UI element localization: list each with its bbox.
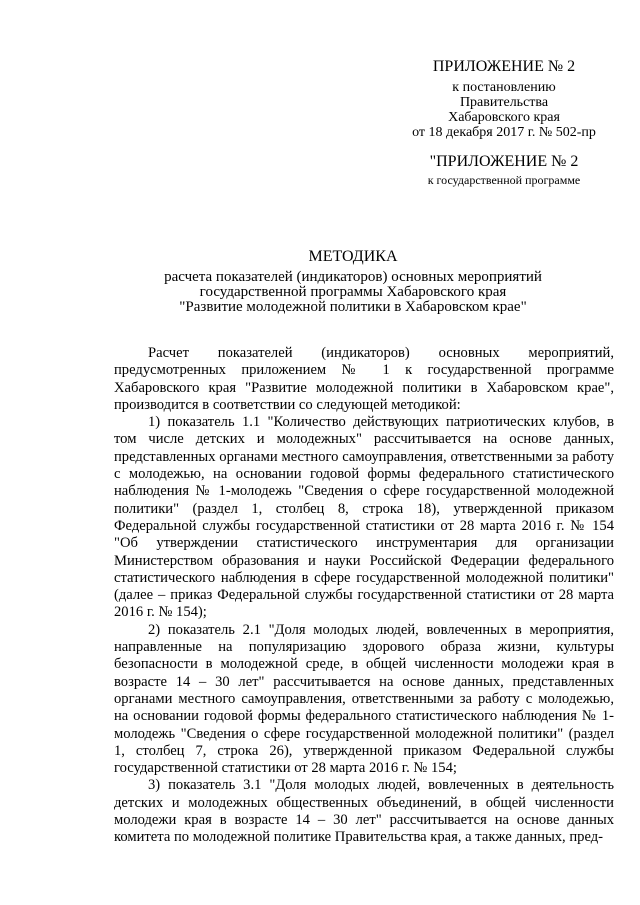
document-subtitle-line-2: государственной программы Хабаровского края (199, 284, 507, 300)
annex-line-region: Хабаровского края (448, 110, 560, 125)
annex-line-government: Правительства (459, 95, 549, 110)
paragraph-intro: Расчет показателей (индикаторов) основных мероприятий, предусмотренных приложением № 1 к государственной программе Хабаровского края "Развитие молодежной политики в Хабаровском крае", производится в соответствии со следующей методикой: (114, 345, 614, 413)
paragraph-indicator-2-1: 2) показатель 2.1 "Доля молодых людей, вовлеченных в мероприятия, направленные на популяризацию здорового образа жизни, культуры безопасности в молодежной среде, в общей численности молодежи края в возрасте 14 – 30 лет" рассчитывается на основе данных, представленных органами местного самоуправления, ответственными за работу с молодежью, на основании годовой формы федерального статистического наблюдения № 1-молодежь "Сведения о сфере государственной молодежной политики" (раздел 1, столбец 7, строка 26), утвержденной приказом Федеральной службы государственной статистики от 28 марта 2016 г. № 154; (114, 621, 614, 777)
annex-subtitle-program: к государственной программе (427, 173, 581, 187)
annex-title: ПРИЛОЖЕНИЕ № 2 (432, 58, 576, 75)
document-body (114, 345, 614, 847)
document-subtitle-line-1: расчета показателей (индикаторов) основных мероприятий (164, 269, 542, 285)
annex-line-decree: к постановлению (452, 80, 556, 95)
paragraph-indicator-1-1: 1) показатель 1.1 "Количество действующих патриотических клубов, в том числе детских и молодежных" рассчитывается на основе данных, представленных органами местного самоуправления, ответственными за работу с молодежью, на основании годовой формы федерального статистического наблюдения № 1-молодежь "Сведения о сфере государственной молодежной политики" (раздел 1, столбец 8, строка 18), утвержденной приказом Федеральной службы государственной статистики от 28 марта 2016 г. № 154 "Об утверждении статистического инструментария для организации Министерством образования и науки Российской Федерации федерального статистического наблюдения в сфере государственной молодежной политики" (далее – приказ Федеральной службы государственной статистики от 28 марта 2016 г. № 154); (114, 414, 614, 621)
annex-line-date-number: от 18 декабря 2017 г. № 502-пр (412, 125, 596, 140)
document-title: МЕТОДИКА (308, 248, 398, 265)
annex-title-program: "ПРИЛОЖЕНИЕ № 2 (429, 153, 579, 170)
paragraph-indicator-3-1: 3) показатель 3.1 "Доля молодых людей, вовлеченных в деятельность детских и молодежных общественных объединений, в общей численности молодежи края в возрасте 14 – 30 лет" рассчитывается на основе данных комитета по молодежной политике Правительства края, а также данных, пред- (114, 777, 614, 846)
document-subtitle-line-3: "Развитие молодежной политики в Хабаровском крае" (179, 299, 527, 315)
